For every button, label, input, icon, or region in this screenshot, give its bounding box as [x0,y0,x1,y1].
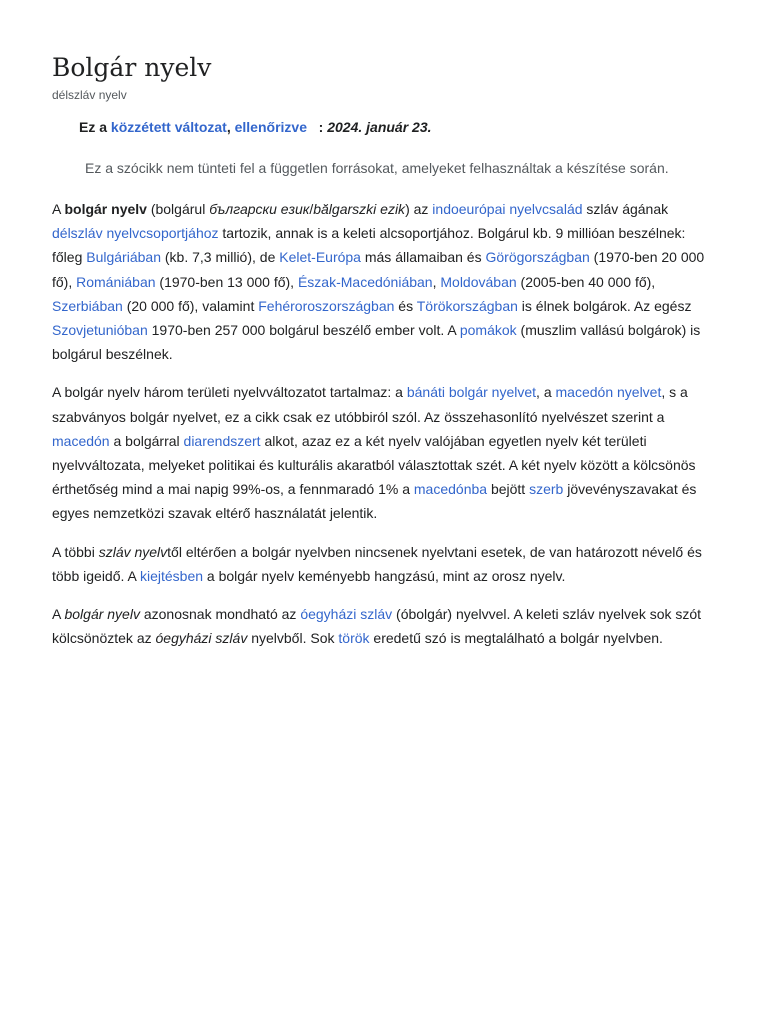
text-run: A többi [52,543,99,560]
text-run: től eltérően a bolgár nyelvben nincsenek nyelvtani esetek, de van határozott névelő és több igeidő. A [52,543,702,584]
text-run: szláv ágának [582,201,669,217]
text-run: (bolgárul [146,201,210,217]
article-link[interactable]: Szovjetunióban [52,322,148,339]
text-run: a bolgárral [109,432,184,449]
italic-term: bălgarszki ezik [313,201,406,217]
text-run: A bolgár nyelv három területi nyelvváltozatot tartalmaz: a [52,384,407,401]
article-link[interactable]: délszláv nyelvcsoportjához [52,225,219,242]
paragraph-4 [52,602,716,650]
article-link[interactable]: bánáti bolgár nyelvet [406,384,537,401]
text-run: más államaiban és [360,249,486,266]
text-run: (20 000 fő), valamint [122,297,259,314]
text-run: , s a szabványos bolgár nyelvet, ez a cikk csak ez utóbbiról szól. Az összehasonlító nyelvészet szerint a [52,384,688,425]
text-run: (muszlim vallású bolgárok) is bolgárul beszélnek. [52,322,701,363]
text-run: is élnek bolgárok. Az egész [517,297,692,314]
text-run: nyelvből. Sok [247,630,339,647]
article-link[interactable]: óegyházi szláv [300,606,393,623]
article-link[interactable]: diarendszert [183,432,261,449]
italic-term: szláv nyelv [98,543,168,560]
text-run: eredetű szó is megtalálható a bolgár nyelvben. [369,630,663,647]
revision-prefix: Ez a [79,119,111,135]
italic-term: български език [209,201,310,217]
page-subtitle: délszláv nyelv [52,88,127,102]
text-run: azonosnak mondható az [139,606,301,623]
article-link[interactable]: macedón [52,432,110,449]
published-version-link[interactable]: közzétett változat [110,119,227,135]
text-run: a bolgár nyelv keményebb hangzású, mint az orosz nyelv. [203,567,566,584]
article-link[interactable]: Törökországban [416,297,518,314]
article-link[interactable]: macedón nyelvet [555,384,662,401]
revision-date: 2024. január 23. [327,119,432,135]
article-link[interactable]: Moldovában [440,273,517,290]
text-run: (1970-ben 20 000 fő), [52,249,705,290]
bold-term: bolgár nyelv [64,201,147,217]
text-run: A [52,201,65,217]
article-link[interactable]: Bulgáriában [86,249,161,266]
checked-link[interactable]: ellenőrizve [234,119,307,135]
article-link[interactable]: Kelet-Európa [279,249,361,266]
text-run: A [52,606,65,623]
sources-notice: Ez a szócikk nem tünteti fel a független forrásokat, amelyeket felhasználtak a készítése során. [85,160,669,176]
paragraph-3 [52,540,716,588]
article-link[interactable]: kiejtésben [139,567,204,584]
revision-status [79,117,716,137]
italic-term: bolgár nyelv [64,606,140,623]
paragraph-2 [52,380,716,525]
revision-colon: : [306,119,328,135]
text-run: / [309,201,314,217]
text-run: (2005-ben 40 000 fő), [516,273,656,290]
article-link[interactable]: indoeurópai nyelvcsalád [432,201,583,217]
article-link[interactable]: török [338,630,370,647]
text-run: jövevényszavakat és egyes nemzetközi szavak eltérő használatát jelentik. [52,481,697,522]
article-link[interactable]: Görögországban [485,249,590,266]
article-link[interactable]: Fehéroroszországban [258,297,395,314]
paragraph-1 [52,197,716,366]
text-run: ) az [405,201,433,217]
page-title: Bolgár nyelv [52,53,212,82]
article-link[interactable]: Romániában [76,273,156,290]
text-run: bejött [487,481,530,498]
text-run: (óbolgár) nyelvvel. A keleti szláv nyelvek sok szót kölcsönöztek az [52,606,702,647]
text-run: 1970-ben 257 000 bolgárul beszélő ember volt. A [147,322,460,339]
text-run: (kb. 7,3 millió), de [160,249,280,266]
article-link[interactable]: Szerbiában [52,297,123,314]
text-run: (1970-ben 13 000 fő), [155,273,298,290]
article-link[interactable]: Észak-Macedóniában [297,273,433,290]
article-link[interactable]: szerb [529,481,564,498]
text-run: és [394,297,417,314]
text-run: alkot, azaz ez a két nyelv valójában egyetlen nyelv két területi nyelvváltozata, melyeket politikai és kulturális akaratból választottak szét. A két nyelv között a kölcsönös érthetőség mind a mai napig 99%-os, a fennmaradó 1% a [52,432,696,498]
text-run: tartozik, annak is a keleti alcsoportjához. Bolgárul kb. 9 millióan beszélnek: főleg [52,225,686,266]
text-run: , a [536,384,556,401]
article-link[interactable]: macedónba [413,481,488,498]
italic-term: óegyházi szláv [155,630,248,647]
text-run: , [432,273,441,290]
article-link[interactable]: pomákok [459,322,517,339]
revision-separator: , [226,119,235,135]
